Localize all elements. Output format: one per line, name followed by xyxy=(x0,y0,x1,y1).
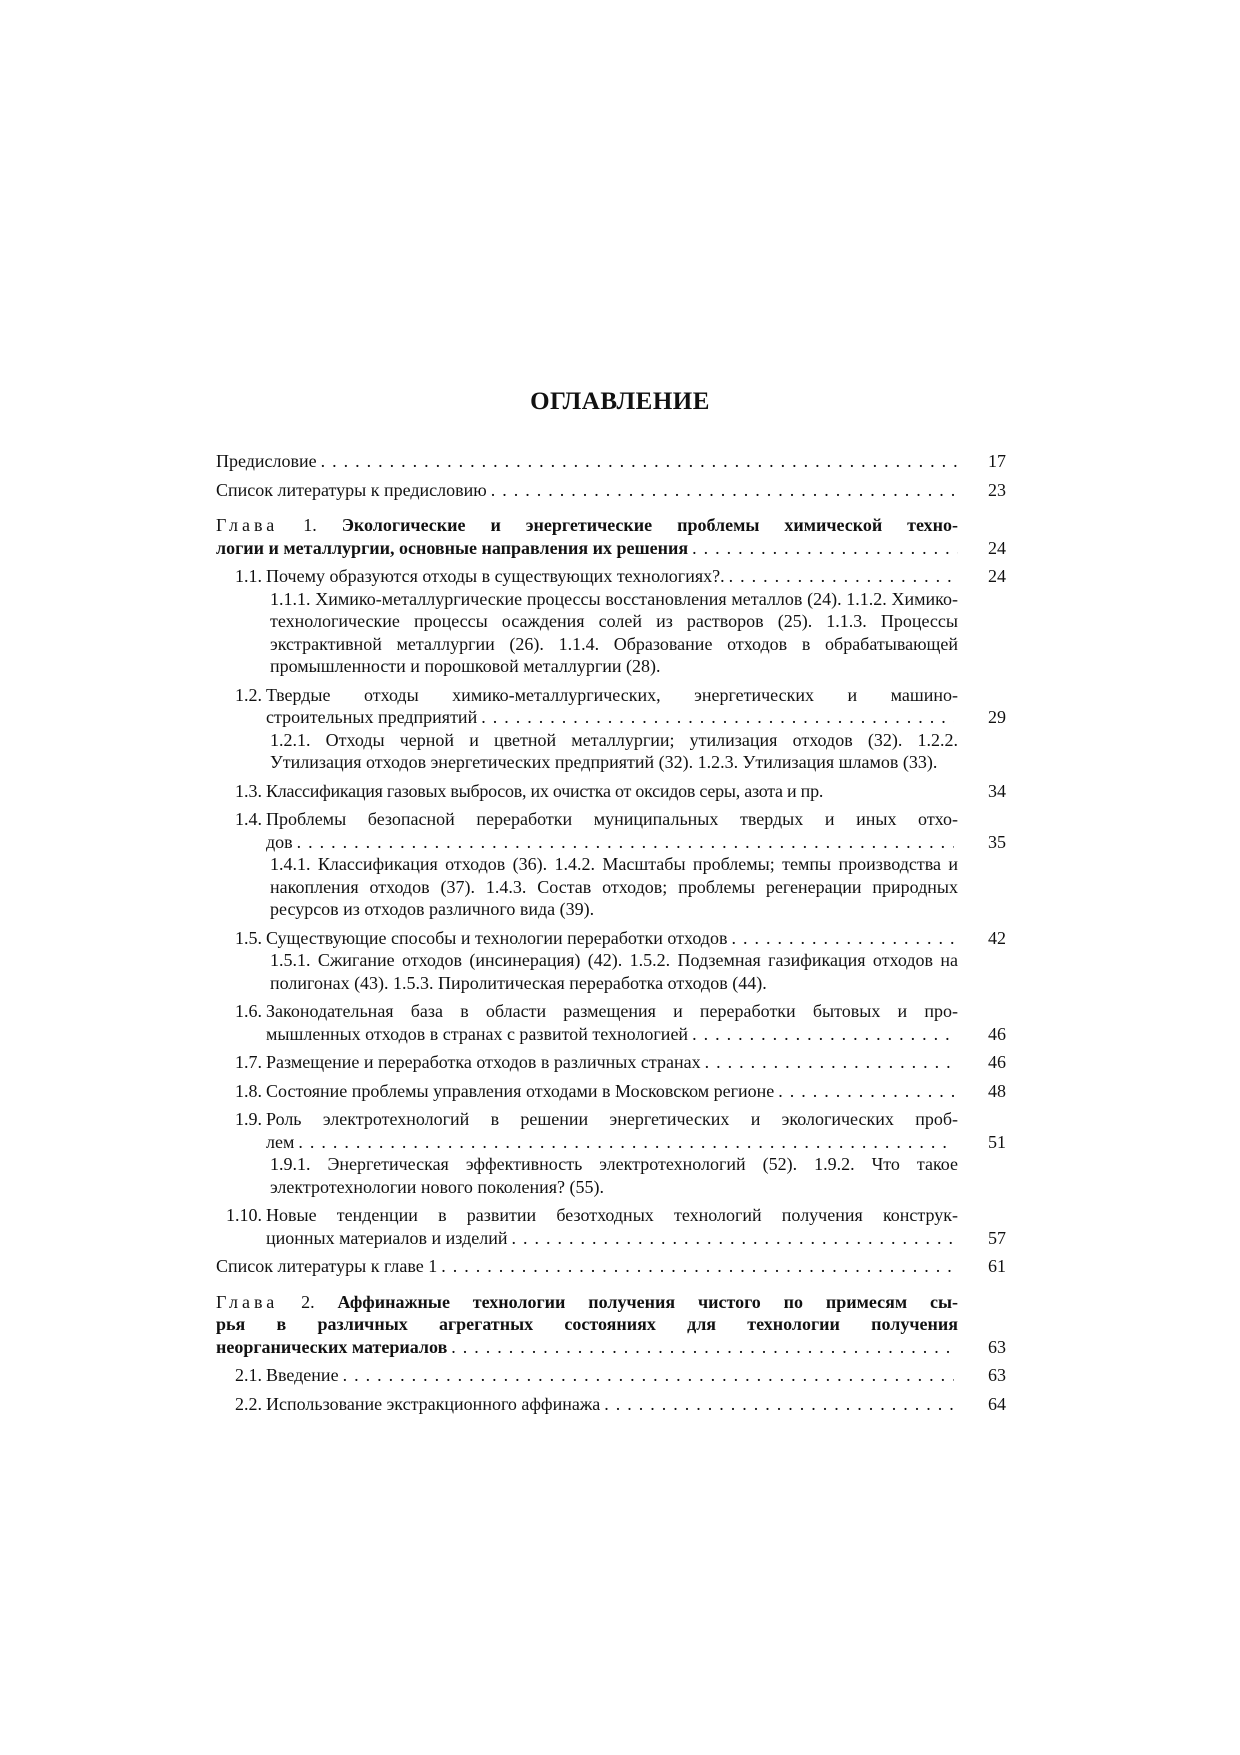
toc-entry-preface[interactable] xyxy=(216,450,1006,473)
section-title: Классификация газовых выбросов, их очистка от оксидов серы, азота и пр. xyxy=(266,780,824,801)
dot-leader xyxy=(477,706,954,729)
dot-leader xyxy=(447,1336,958,1359)
toc-entry-section-1-1[interactable] xyxy=(216,565,1006,678)
toc-entry-section-2-2[interactable] xyxy=(216,1393,1006,1416)
section-title-line-2: ционных материалов и изделий xyxy=(266,1227,508,1248)
page-number: 29 xyxy=(988,707,1006,727)
chapter-title-line-1: Экологические и энергетические проблемы химической техно- xyxy=(341,515,959,535)
chapter-number: 1. xyxy=(303,515,317,535)
section-title: Использование экстракционного аффинажа xyxy=(266,1393,601,1414)
page-number: 63 xyxy=(988,1336,1006,1357)
chapter-title-line-3: неорганических материалов xyxy=(216,1336,448,1357)
page-number: 46 xyxy=(988,1052,1006,1072)
toc-entry-chapter-1[interactable] xyxy=(216,514,1006,559)
dot-leader xyxy=(774,1080,954,1103)
section-title-line-2: мышленных отходов в странах с развитой технологией xyxy=(266,1023,689,1044)
page-number: 57 xyxy=(988,1227,1006,1248)
page-number: 17 xyxy=(988,451,1006,471)
page-number: 42 xyxy=(988,927,1006,948)
toc-entry-section-1-9[interactable] xyxy=(216,1108,1006,1198)
dot-leader xyxy=(317,450,958,473)
toc-entry-section-1-7[interactable] xyxy=(216,1051,1006,1074)
section-title-line-1: Новые тенденции в развитии безотходных технологий получения конструк- xyxy=(266,1205,958,1225)
dot-leader xyxy=(507,1227,954,1250)
toc-entry-section-1-8[interactable] xyxy=(216,1080,1006,1103)
section-number: 1.10. xyxy=(226,1205,262,1225)
section-number: 1.7. xyxy=(235,1052,262,1072)
section-title-line-1: Твердые отходы химико-металлургических, энергетических и машино- xyxy=(266,684,958,705)
toc-entry-section-1-4[interactable] xyxy=(216,808,1006,921)
section-number: 1.3. xyxy=(235,780,262,801)
section-title: Существующие способы и технологии переработки отходов xyxy=(266,927,728,948)
entry-title: Список литературы к главе 1 xyxy=(216,1256,438,1276)
page-number: 46 xyxy=(988,1023,1006,1044)
section-number: 2.1. xyxy=(235,1365,262,1385)
chapter-number: 2. xyxy=(301,1291,315,1312)
section-title-line-1: Проблемы безопасной переработки муниципальных твердых и иных отхо- xyxy=(266,809,958,829)
table-of-contents xyxy=(216,450,1006,1415)
page-number: 64 xyxy=(988,1393,1006,1414)
section-number: 1.9. xyxy=(235,1109,262,1129)
page-number: 51 xyxy=(988,1131,1006,1152)
page-number: 61 xyxy=(988,1256,1006,1276)
dot-leader xyxy=(600,1393,954,1416)
page-number: 63 xyxy=(988,1365,1006,1385)
dot-leader xyxy=(688,1023,954,1046)
page-number: 48 xyxy=(988,1080,1006,1101)
toc-entry-preface-references[interactable] xyxy=(216,479,1006,502)
section-title-line-2: дов xyxy=(266,831,293,852)
dot-leader xyxy=(725,565,954,588)
section-number: 1.5. xyxy=(235,927,262,948)
toc-entry-chapter-2[interactable] xyxy=(216,1291,1006,1359)
toc-entry-chapter-1-references[interactable] xyxy=(216,1255,1006,1278)
entry-title: Предисловие xyxy=(216,451,317,471)
chapter-label: Глава xyxy=(216,515,279,535)
section-number: 1.2. xyxy=(235,684,262,705)
dot-leader xyxy=(294,1131,954,1154)
section-title: Введение xyxy=(266,1365,339,1385)
section-title-line-2: лем xyxy=(266,1131,295,1152)
dot-leader xyxy=(701,1051,954,1074)
dot-leader xyxy=(727,927,954,950)
section-number: 1.1. xyxy=(235,566,262,586)
section-number: 1.4. xyxy=(235,809,262,829)
toc-entry-section-2-1[interactable] xyxy=(216,1364,1006,1387)
subsection-list: 1.4.1. Классификация отходов (36). 1.4.2. Масштабы проблемы; темпы производства и накопления отходов (37). 1.4.3. Состав отходов; проблемы регенерации природных ресурсов из отходов различного вида (39). xyxy=(270,854,958,919)
section-title-line-1: Роль электротехнологий в решении энергетических и экологических проб- xyxy=(266,1109,958,1129)
page-number: 34 xyxy=(988,780,1006,801)
page-number: 24 xyxy=(988,537,1006,558)
subsection-list: 1.2.1. Отходы черной и цветной металлургии; утилизация отходов (32). 1.2.2. Утилизация отходов энергетических предприятий (32). 1.2.3. Утилизация шламов (33). xyxy=(270,729,958,772)
dot-leader xyxy=(437,1255,958,1278)
dot-leader xyxy=(487,479,958,502)
entry-title: Список литературы к предисловию xyxy=(216,479,487,500)
page-title: ОГЛАВЛЕНИЕ xyxy=(530,388,710,415)
dot-leader xyxy=(293,831,954,854)
page-number: 35 xyxy=(988,831,1006,852)
toc-entry-section-1-5[interactable] xyxy=(216,927,1006,995)
section-title: Размещение и переработка отходов в различных странах xyxy=(266,1052,701,1072)
section-title-line-1: Законодательная база в области размещения и переработки бытовых и про- xyxy=(266,1001,958,1021)
section-number: 1.6. xyxy=(235,1001,262,1021)
subsection-list: 1.5.1. Сжигание отходов (инсинерация) (42). 1.5.2. Подземная газификация отходов на полигонах (43). 1.5.3. Пиролитическая переработка отходов (44). xyxy=(270,950,958,993)
toc-entry-section-1-6[interactable] xyxy=(216,1000,1006,1045)
subsection-list: 1.1.1. Химико-металлургические процессы восстановления металлов (24). 1.1.2. Химико-технологические процессы осаждения солей из растворов (25). 1.1.3. Процессы экстрактивной металлургии (26). 1.1.4. Образование отходов в обрабатывающей промышленности и порошковой металлургии (28). xyxy=(270,588,958,676)
toc-entry-section-1-10[interactable] xyxy=(216,1204,1006,1249)
section-number: 2.2. xyxy=(235,1393,262,1414)
section-title-line-2: строительных предприятий xyxy=(266,707,478,727)
dot-leader xyxy=(688,537,958,560)
page-number: 23 xyxy=(988,479,1006,500)
section-title: Почему образуются отходы в существующих технологиях?. xyxy=(266,566,725,586)
toc-entry-section-1-3[interactable] xyxy=(216,780,1006,803)
chapter-title-line-2: рья в различных агрегатных состояниях для технологии получения xyxy=(216,1314,958,1334)
section-title: Состояние проблемы управления отходами в Московском регионе xyxy=(266,1080,775,1101)
chapter-title-line-1: Аффинажные технологии получения чистого по примесям сы- xyxy=(337,1291,958,1312)
section-number: 1.8. xyxy=(235,1080,262,1101)
toc-entry-section-1-2[interactable] xyxy=(216,684,1006,774)
subsection-list: 1.9.1. Энергетическая эффективность электротехнологий (52). 1.9.2. Что такое электротехнологии нового поколения? (55). xyxy=(270,1154,958,1197)
chapter-title-line-2: логии и металлургии, основные направления их решения xyxy=(216,537,689,558)
chapter-label: Глава xyxy=(216,1291,279,1312)
dot-leader xyxy=(339,1364,954,1387)
page-number: 24 xyxy=(988,566,1006,586)
